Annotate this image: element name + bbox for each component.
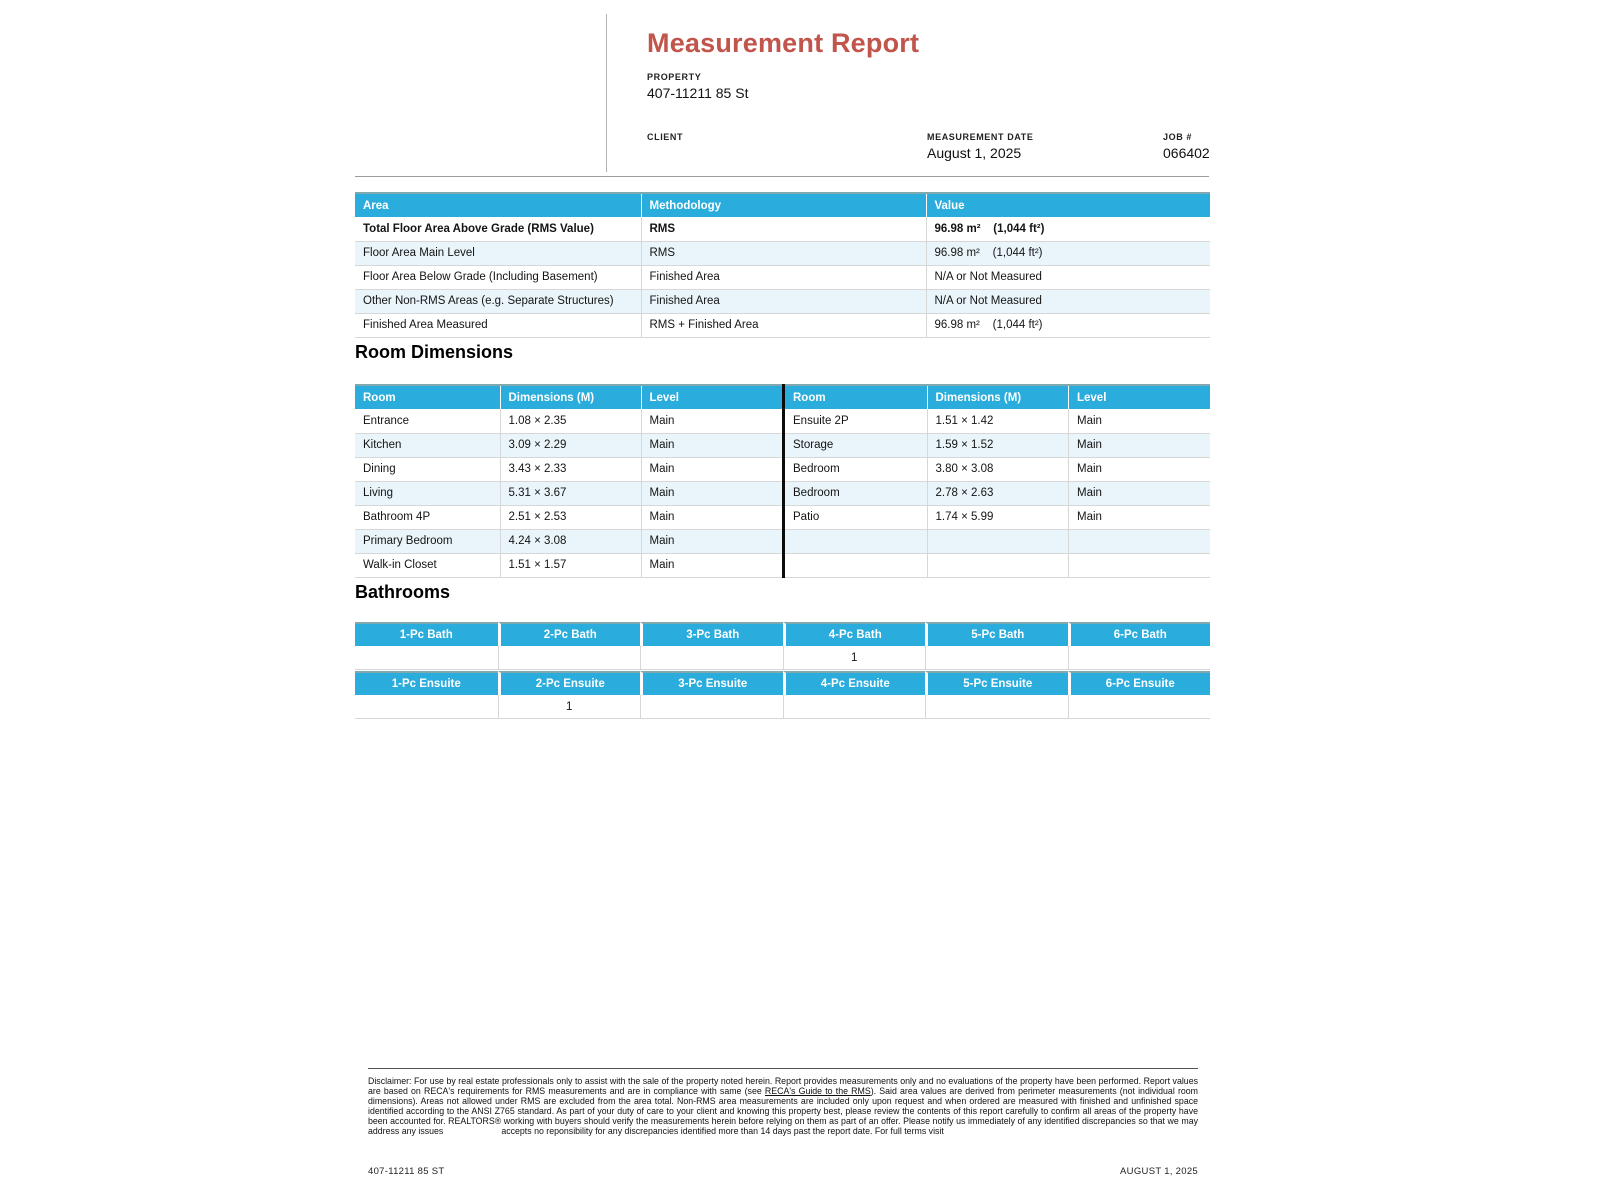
dimensions-cell [927,553,1068,577]
property-block [647,72,748,101]
dimensions-cell: 1.51 × 1.57 [500,553,641,577]
disclaimer-rule [368,1068,1198,1069]
disclaimer-text [368,1076,1198,1136]
ensuite-header-cell: 4-Pc Ensuite [783,671,926,695]
dimensions-cell: 3.43 × 2.33 [500,457,641,481]
ensuite-header-cell: 1-Pc Ensuite [355,671,498,695]
bath-count-cell [640,646,783,670]
methodology-cell: Finished Area [641,265,926,289]
area-summary-table [355,192,1210,338]
methodology-header-cell: Methodology [641,193,926,217]
table-row [355,289,1210,313]
level-header-cell: Level [1068,385,1210,409]
ensuite-count-row [355,695,1210,719]
area-header-cell: Area [355,193,641,217]
room-cell: Kitchen [355,433,500,457]
page-title: Measurement Report [647,28,920,58]
table-row [355,217,1210,241]
level-cell: Main [641,505,782,529]
bath-header-cell: 2-Pc Bath [498,622,641,646]
ensuite-header-cell: 3-Pc Ensuite [640,671,783,695]
disclaimer-segment: accepts no reponsibility for any discrepancies identified more than 14 days past the report date. For full terms visit [501,1126,944,1136]
dimensions-cell: 1.08 × 2.35 [500,409,641,433]
bathrooms-tables [355,622,1210,719]
room-table-header-row [784,385,1211,409]
table-row [355,241,1210,265]
dimensions-cell: 3.80 × 3.08 [927,457,1068,481]
table-row [784,505,1211,529]
ensuite-count-cell [1068,695,1211,719]
methodology-cell: RMS + Finished Area [641,313,926,337]
dimensions-header-cell: Dimensions (M) [500,385,641,409]
value-cell: 96.98 m² (1,044 ft²) [926,217,1210,241]
header-horizontal-rule [355,176,1209,177]
level-cell: Main [1068,457,1210,481]
room-cell: Ensuite 2P [784,409,928,433]
level-cell: Main [1068,481,1210,505]
level-cell: Main [1068,505,1210,529]
table-row [355,265,1210,289]
area-cell: Floor Area Main Level [355,241,641,265]
table-row [355,529,782,553]
footer-address: 407-11211 85 ST [368,1166,445,1177]
level-cell [1068,529,1210,553]
level-cell: Main [641,481,782,505]
level-cell: Main [641,409,782,433]
level-cell: Main [1068,433,1210,457]
bath-header-cell: 1-Pc Bath [355,622,498,646]
ensuite-count-cell [355,695,498,719]
bath-count-cell [498,646,641,670]
room-cell: Bedroom [784,481,928,505]
table-row [355,313,1210,337]
area-cell: Finished Area Measured [355,313,641,337]
room-header-cell: Room [355,385,500,409]
methodology-cell: RMS [641,217,926,241]
ensuite-header-row [355,671,1210,695]
dimensions-cell: 1.59 × 1.52 [927,433,1068,457]
dimensions-cell: 4.24 × 3.08 [500,529,641,553]
bath-header-cell: 4-Pc Bath [783,622,926,646]
value-cell: 96.98 m² (1,044 ft²) [926,313,1210,337]
bath-count-cell: 1 [783,646,926,670]
room-table-header-row [355,385,782,409]
ensuite-count-cell [640,695,783,719]
dimensions-cell: 5.31 × 3.67 [500,481,641,505]
room-cell: Dining [355,457,500,481]
measurement-date-value: August 1, 2025 [927,145,1022,161]
room-table-left [355,384,782,578]
table-row [784,529,1211,553]
room-cell: Entrance [355,409,500,433]
header-vertical-divider [606,14,607,172]
ensuite-count-cell [783,695,926,719]
dimensions-cell: 2.78 × 2.63 [927,481,1068,505]
table-row [784,553,1211,577]
ensuite-header-cell: 5-Pc Ensuite [925,671,1068,695]
dimensions-cell: 3.09 × 2.29 [500,433,641,457]
methodology-cell: RMS [641,241,926,265]
table-row [355,481,782,505]
ensuite-header-cell: 6-Pc Ensuite [1068,671,1211,695]
level-cell: Main [641,529,782,553]
table-row [355,433,782,457]
bath-count-row [355,646,1210,670]
job-number-value: 066402 [1163,145,1210,161]
bath-count-cell [1068,646,1211,670]
bath-header-cell: 3-Pc Bath [640,622,783,646]
room-table-right [782,384,1210,578]
job-number-label: JOB # [1163,132,1193,142]
bath-header-cell: 5-Pc Bath [925,622,1068,646]
ensuite-count-cell [925,695,1068,719]
room-cell: Storage [784,433,928,457]
room-cell: Bathroom 4P [355,505,500,529]
room-dimensions-tables [355,384,1210,578]
footer-date: AUGUST 1, 2025 [1120,1166,1198,1177]
room-cell [784,529,928,553]
room-dimensions-heading: Room Dimensions [355,342,514,362]
bath-header-cell: 6-Pc Bath [1068,622,1211,646]
room-cell: Living [355,481,500,505]
dimensions-cell: 2.51 × 2.53 [500,505,641,529]
room-cell: Primary Bedroom [355,529,500,553]
dimensions-cell [927,529,1068,553]
area-cell: Other Non-RMS Areas (e.g. Separate Structures) [355,289,641,313]
room-cell [784,553,928,577]
table-row [355,553,782,577]
measurement-date-label: MEASUREMENT DATE [927,132,1034,142]
table-row [355,457,782,481]
table-row [355,409,782,433]
area-cell: Total Floor Area Above Grade (RMS Value) [355,217,641,241]
ensuite-header-cell: 2-Pc Ensuite [498,671,641,695]
area-table-header-row [355,193,1210,217]
client-label: CLIENT [647,132,684,142]
disclaimer-segment: Disclaimer: For use by real estate professionals only to assist with the sale of the property noted herein. Report provides measurements only and no evaluations of the property have been performed. Report values are based on RECA's requirements for RMS measurements and are in compliance with same (see [368,1076,1198,1096]
measurement-date-block [927,132,1033,161]
dimensions-cell: 1.51 × 1.42 [927,409,1068,433]
ensuite-count-cell: 1 [498,695,641,719]
level-cell: Main [641,433,782,457]
room-cell: Patio [784,505,928,529]
table-row [355,505,782,529]
level-cell: Main [641,553,782,577]
level-cell [1068,553,1210,577]
table-row [784,409,1211,433]
property-value: 407-11211 85 St [647,85,749,101]
bath-count-cell [925,646,1068,670]
property-label: PROPERTY [647,72,702,82]
dimensions-cell: 1.74 × 5.99 [927,505,1068,529]
methodology-cell: Finished Area [641,289,926,313]
value-cell: N/A or Not Measured [926,289,1210,313]
level-cell: Main [1068,409,1210,433]
table-row [784,481,1211,505]
table-row [784,433,1211,457]
job-number-block [1163,132,1210,161]
area-cell: Floor Area Below Grade (Including Basement) [355,265,641,289]
level-header-cell: Level [641,385,782,409]
value-cell: 96.98 m² (1,044 ft²) [926,241,1210,265]
room-cell: Bedroom [784,457,928,481]
bath-count-cell [355,646,498,670]
room-header-cell: Room [784,385,928,409]
reca-guide-link[interactable]: RECA's Guide to the RMS [764,1086,871,1096]
table-row [784,457,1211,481]
dimensions-header-cell: Dimensions (M) [927,385,1068,409]
bathrooms-heading: Bathrooms [355,582,451,602]
room-cell: Walk-in Closet [355,553,500,577]
value-cell: N/A or Not Measured [926,265,1210,289]
level-cell: Main [641,457,782,481]
bath-header-row [355,622,1210,646]
value-header-cell: Value [926,193,1210,217]
disclaimer-segment: ). Said area values are derived from perimeter measurements (not individual room dimensions). Areas not allowed under RMS are excluded from the area total. Non-RMS area measurements are included only upon request and when ordered are measured with finished and unfinished space identified according to the ANSI Z765 standard. As part of your duty of care to your client and knowing this property best, please review the contents of this report carefully to confirm all areas of the property have been accounted for. REALTORS® working with buyers should verify the measurements herein before relying on them as part of an offer. Please notify us immediately of any identified discrepancies so that we may address any issues [368,1086,1198,1136]
